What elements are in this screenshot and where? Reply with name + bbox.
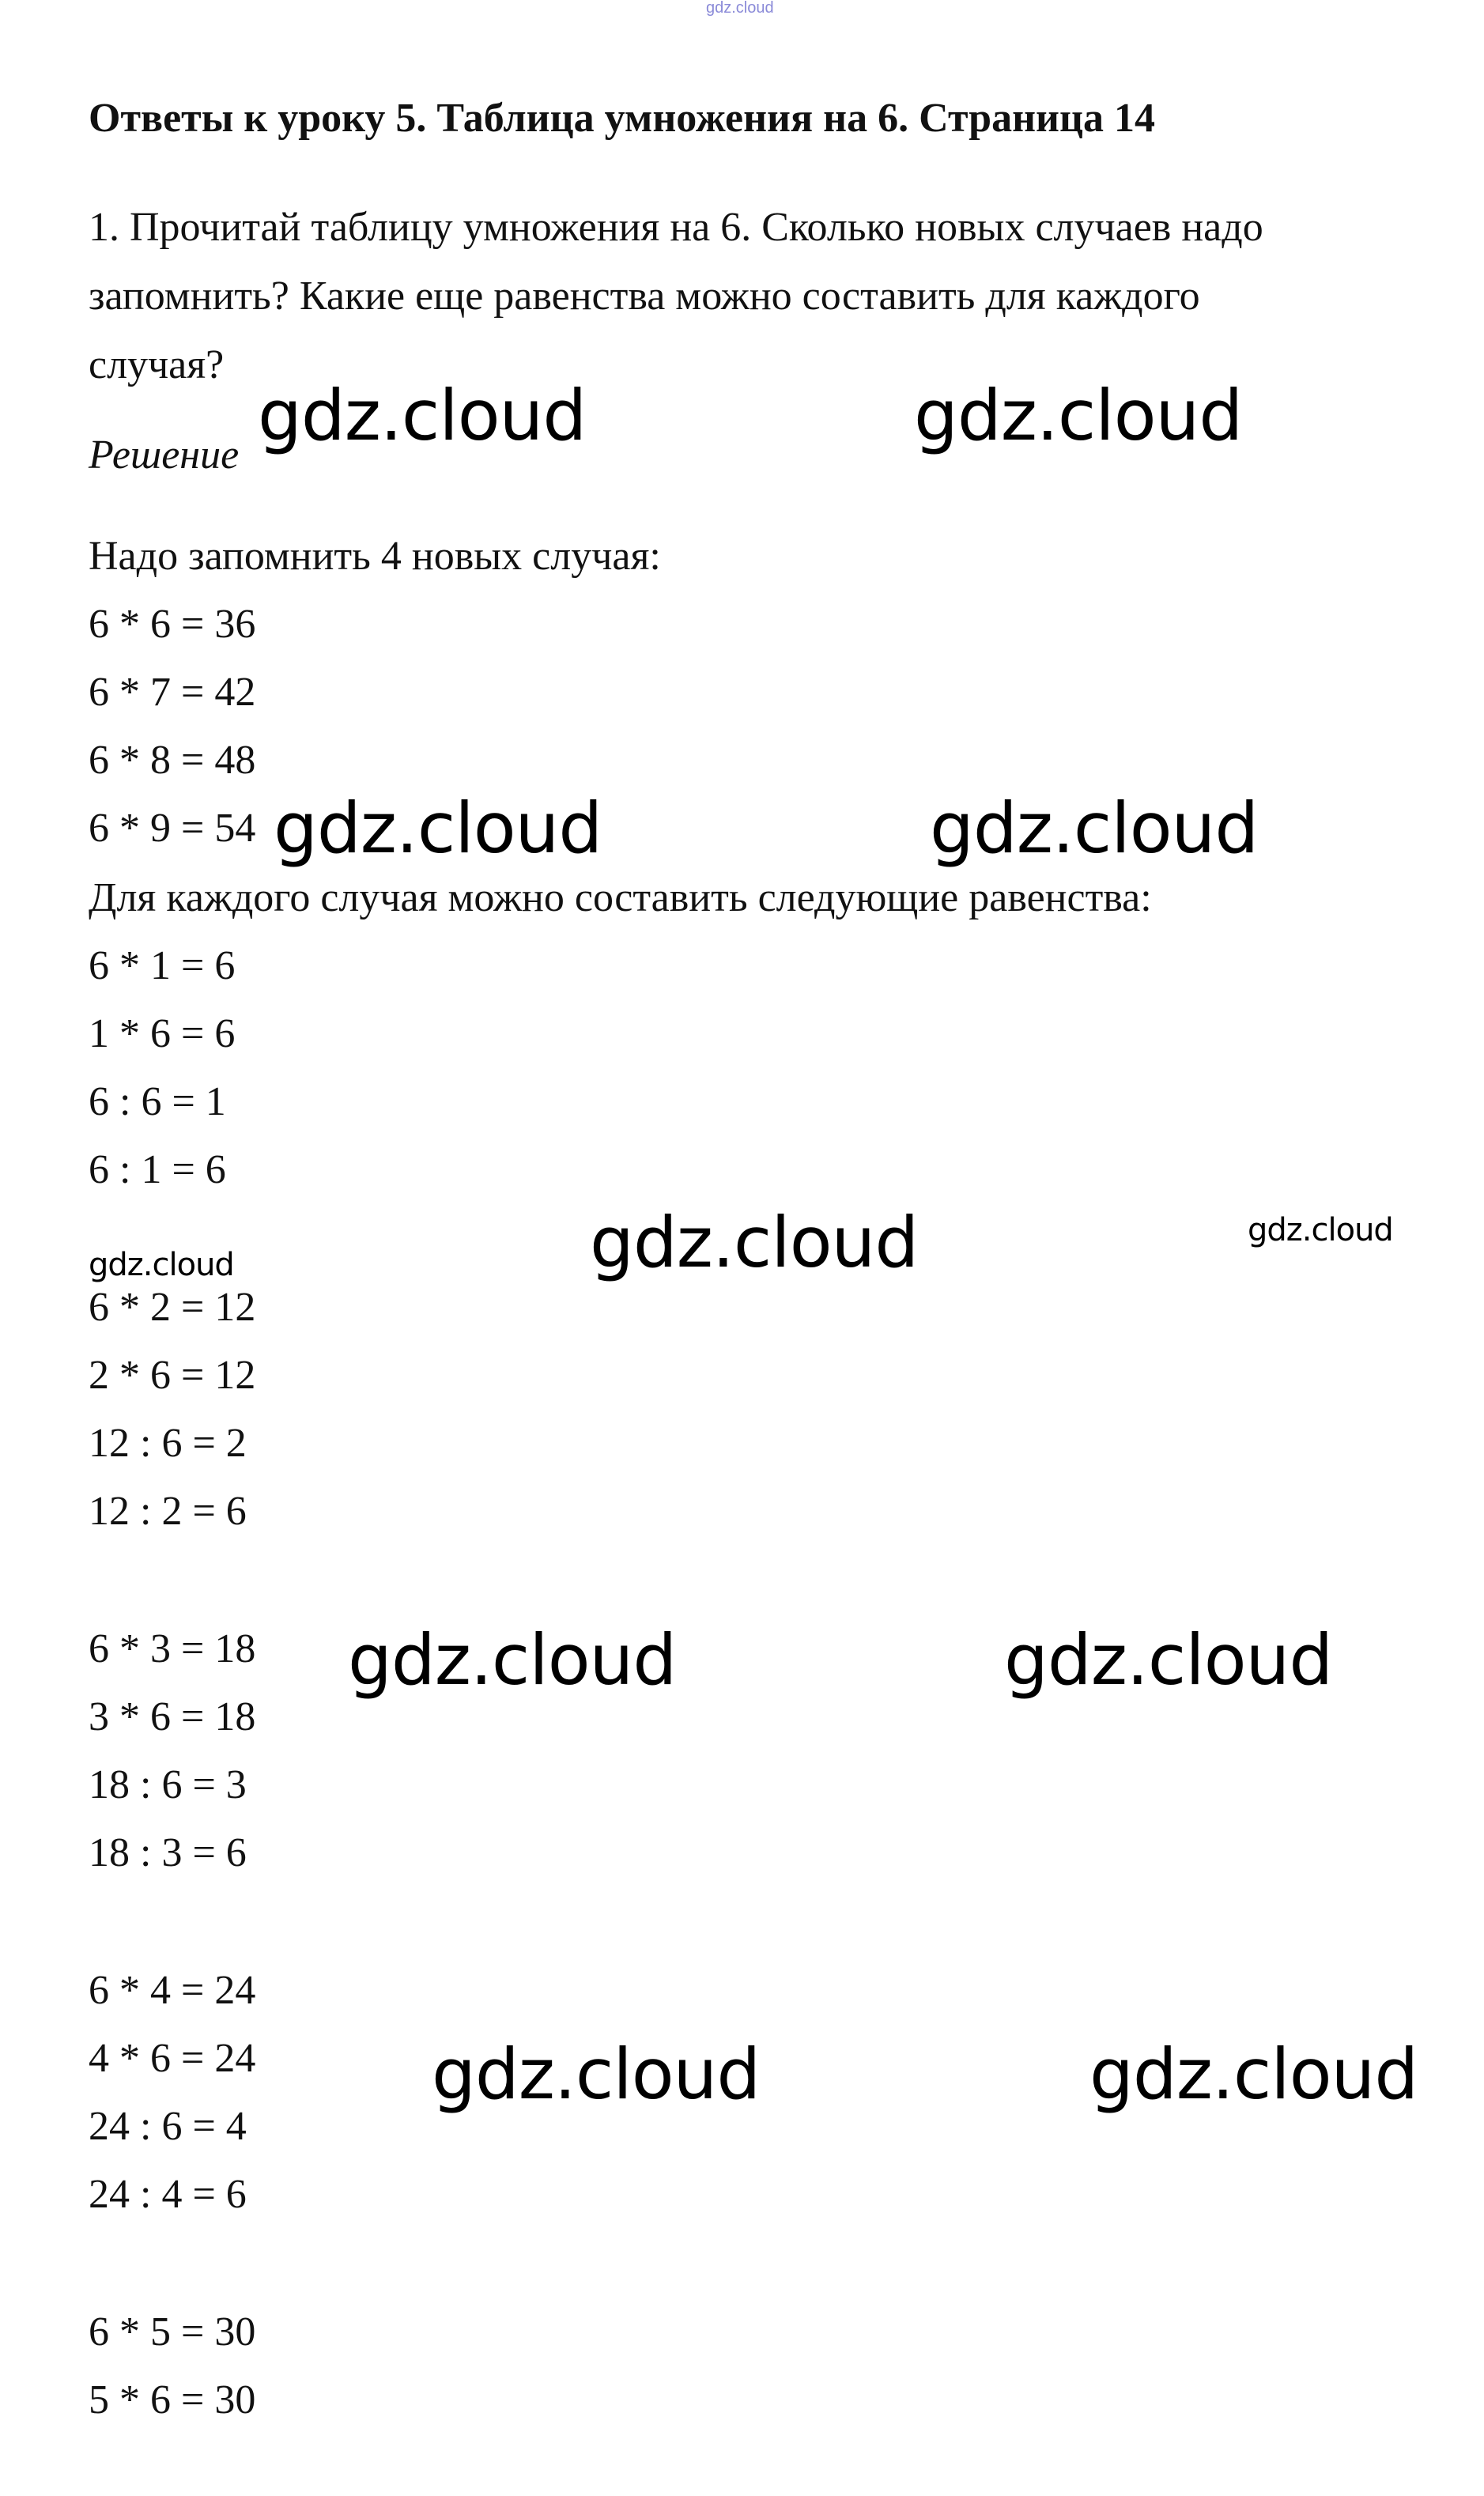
task-line: запомнить? Какие еще равенства можно составить для каждого xyxy=(89,274,1200,319)
equation-line: 24 : 4 = 6 xyxy=(89,2172,247,2217)
solution-label: Решение xyxy=(89,432,240,478)
watermark: gdz.cloud xyxy=(930,787,1259,869)
equation-line: 6 * 9 = 54 xyxy=(89,806,256,851)
equation-line: 5 * 6 = 30 xyxy=(89,2377,256,2422)
task-line: 1. Прочитай таблицу умножения на 6. Сколько новых случаев надо xyxy=(89,205,1263,250)
equation-line: 6 : 1 = 6 xyxy=(89,1147,226,1192)
equation-line: 6 * 1 = 6 xyxy=(89,943,236,988)
equation-line: 12 : 2 = 6 xyxy=(89,1489,247,1534)
equation-line: 18 : 6 = 3 xyxy=(89,1762,247,1807)
equation-line: 4 * 6 = 24 xyxy=(89,2036,256,2081)
equation-line: 6 * 7 = 42 xyxy=(89,670,256,715)
watermark: gdz.cloud xyxy=(432,2033,761,2115)
top-watermark: gdz.cloud xyxy=(706,0,774,17)
watermark: gdz.cloud xyxy=(89,1247,234,1283)
equation-line: 6 * 2 = 12 xyxy=(89,1285,256,1330)
equation-line: 6 * 3 = 18 xyxy=(89,1626,256,1671)
equation-line: 1 * 6 = 6 xyxy=(89,1011,236,1056)
watermark: gdz.cloud xyxy=(590,1202,919,1283)
equation-line: 12 : 6 = 2 xyxy=(89,1421,247,1466)
task-line: случая? xyxy=(89,342,225,387)
equation-line: 24 : 6 = 4 xyxy=(89,2104,247,2149)
equalities-intro: Для каждого случая можно составить следующие равенства: xyxy=(89,875,1152,920)
task-text xyxy=(89,193,1433,399)
equation-line: 18 : 3 = 6 xyxy=(89,1830,247,1875)
equation-line: 3 * 6 = 18 xyxy=(89,1694,256,1739)
watermark: gdz.cloud xyxy=(274,787,602,869)
equation-line: 2 * 6 = 12 xyxy=(89,1353,256,1398)
watermark: gdz.cloud xyxy=(1004,1619,1333,1701)
equation-line: 6 * 4 = 24 xyxy=(89,1968,256,2013)
equation-line: 6 * 6 = 36 xyxy=(89,602,256,647)
watermark: gdz.cloud xyxy=(348,1619,677,1701)
equation-line: 6 * 8 = 48 xyxy=(89,738,256,783)
equation-line: 6 : 6 = 1 xyxy=(89,1079,226,1124)
watermark: gdz.cloud xyxy=(1089,2033,1418,2115)
watermark: gdz.cloud xyxy=(914,375,1243,456)
answer-intro: Надо запомнить 4 новых случая: xyxy=(89,534,661,579)
watermark: gdz.cloud xyxy=(258,375,587,456)
equation-line: 6 * 5 = 30 xyxy=(89,2309,256,2354)
page-title: Ответы к уроку 5. Таблица умножения на 6. Страница 14 xyxy=(89,96,1155,141)
watermark: gdz.cloud xyxy=(1248,1212,1393,1248)
